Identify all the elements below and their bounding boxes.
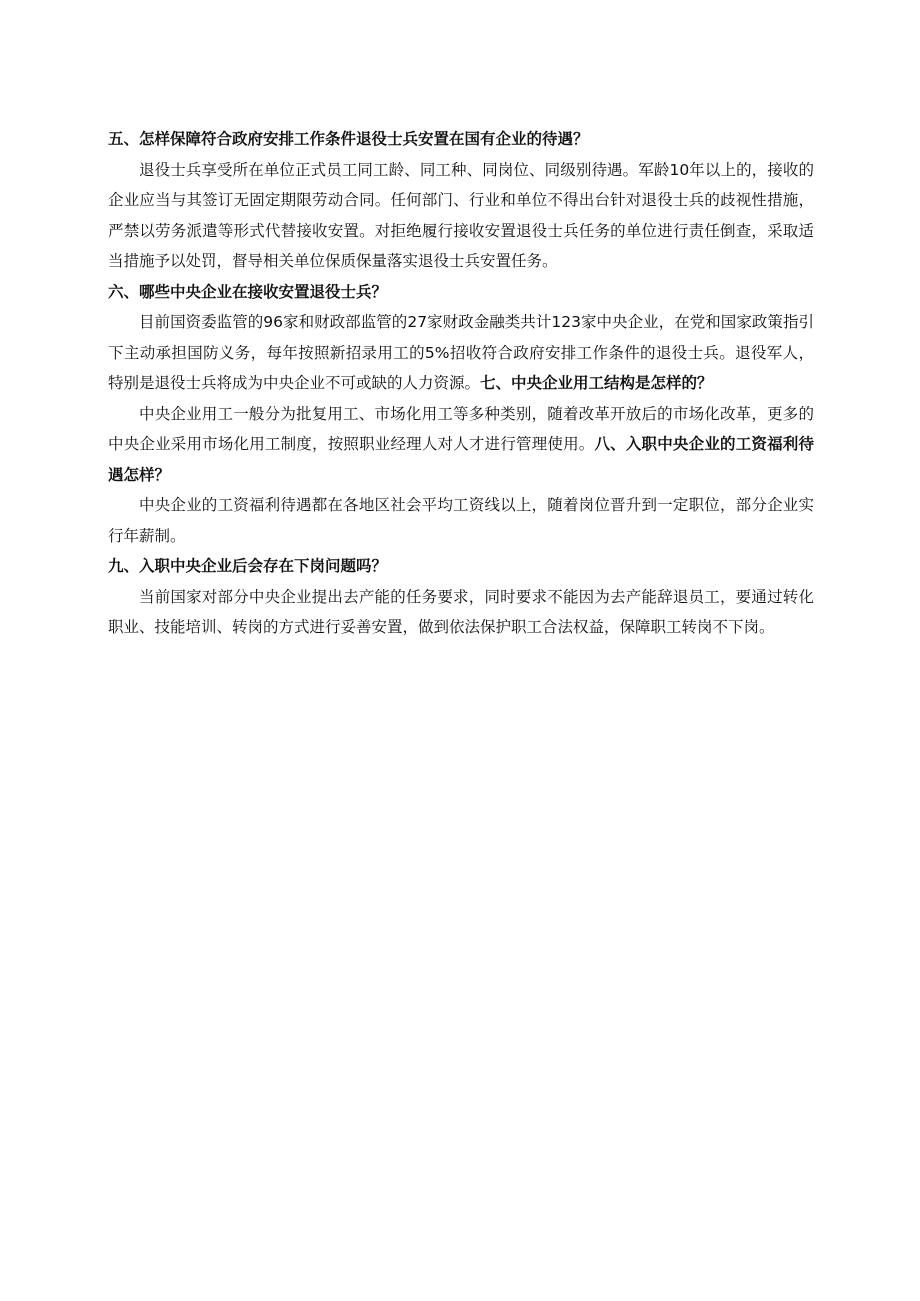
section-7-text: 中央企业用工一般分为批复用工、市场化用工等多种类别，随着改革开放后的市场化改革，更多的中央企业采用市场化用工制度，按照职业经理人对人才进行管理使用。 <box>108 404 814 453</box>
section-7-paragraph <box>108 399 814 491</box>
document-body <box>108 124 814 643</box>
section-6-paragraph <box>108 307 814 399</box>
section-7-heading: 七、中央企业用工结构是怎样的？ <box>480 374 713 392</box>
section-5-paragraph: 退役士兵享受所在单位正式员工同工龄、同工种、同岗位、同级别待遇。军龄10年以上的，接收的企业应当与其签订无固定期限劳动合同。任何部门、行业和单位不得出台针对退役士兵的歧视性措施，严禁以劳务派遣等形式代替接收安置。对拒绝履行接收安置退役士兵任务的单位进行责任倒查，采取适当措施予以处罚，督导相关单位保质保量落实退役士兵安置任务。 <box>108 160 814 270</box>
section-8-heading: 八、入职中央企业的工资福利待遇怎样？ <box>108 435 814 484</box>
section-6-text: 目前国资委监管的96家和财政部监管的27家财政金融类共计123家中央企业，在党和国家政策指引下主动承担国防义务，每年按照新招录用工的5%招收符合政府安排工作条件的退役士兵。退役军人，特别是退役士兵将成为中央企业不可或缺的人力资源。 <box>108 313 814 392</box>
section-8-paragraph: 中央企业的工资福利待遇都在各地区社会平均工资线以上，随着岗位晋升到一定职位，部分企业实行年薪制。 <box>108 496 814 545</box>
section-6-heading: 六、哪些中央企业在接收安置退役士兵？ <box>108 282 388 301</box>
section-9-paragraph: 当前国家对部分中央企业提出去产能的任务要求，同时要求不能因为去产能辞退员工，要通过转化职业、技能培训、转岗的方式进行妥善安置，做到依法保护职工合法权益，保障职工转岗不下岗。 <box>108 587 814 636</box>
section-9-heading: 九、入职中央企业后会存在下岗问题吗？ <box>108 557 388 575</box>
section-5-heading: 五、怎样保障符合政府安排工作条件退役士兵安置在国有企业的待遇？ <box>108 130 589 148</box>
